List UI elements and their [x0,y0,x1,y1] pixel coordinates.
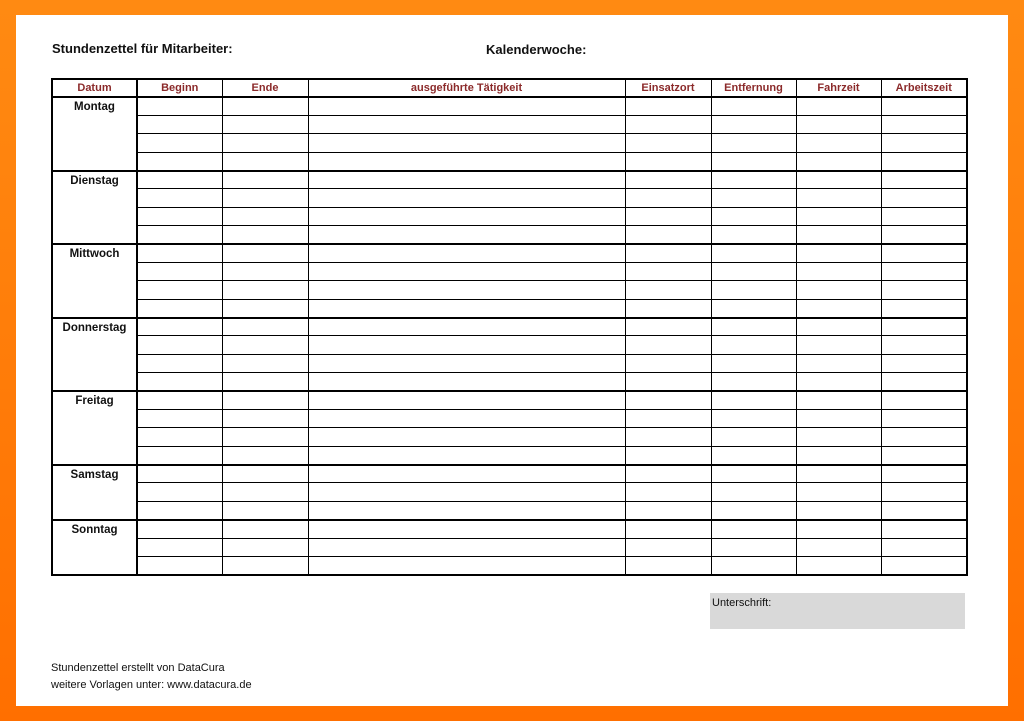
cell-fahrzeit[interactable] [796,446,881,464]
cell-fahrzeit[interactable] [796,115,881,133]
cell-einsatzort[interactable] [625,538,711,556]
cell-taetigkeit[interactable] [308,354,625,372]
cell-arbeitszeit[interactable] [881,189,967,207]
cell-einsatzort[interactable] [625,501,711,519]
cell-beginn[interactable] [137,318,222,336]
cell-einsatzort[interactable] [625,226,711,244]
table-row [52,373,967,391]
cell-taetigkeit[interactable] [308,391,625,409]
cell-beginn[interactable] [137,373,222,391]
cell-ende[interactable] [222,391,308,409]
cell-beginn[interactable] [137,354,222,372]
cell-fahrzeit[interactable] [796,428,881,446]
signature-field[interactable] [710,593,965,629]
table-row [52,391,967,409]
cell-entfernung[interactable] [711,354,796,372]
cell-taetigkeit[interactable] [308,336,625,354]
table-row [52,354,967,372]
cell-einsatzort[interactable] [625,556,711,575]
cell-fahrzeit[interactable] [796,97,881,115]
cell-entfernung[interactable] [711,152,796,170]
day-label-mittwoch: Mittwoch [52,244,137,318]
table-row [52,244,967,262]
cell-arbeitszeit[interactable] [881,244,967,262]
cell-taetigkeit[interactable] [308,171,625,189]
cell-einsatzort[interactable] [625,409,711,427]
cell-einsatzort[interactable] [625,391,711,409]
table-row [52,115,967,133]
cell-taetigkeit[interactable] [308,373,625,391]
cell-entfernung[interactable] [711,409,796,427]
cell-einsatzort[interactable] [625,134,711,152]
cell-ende[interactable] [222,483,308,501]
cell-fahrzeit[interactable] [796,318,881,336]
column-header-ende: Ende [222,79,308,97]
cell-beginn[interactable] [137,152,222,170]
cell-entfernung[interactable] [711,97,796,115]
cell-beginn[interactable] [137,281,222,299]
cell-entfernung[interactable] [711,171,796,189]
cell-beginn[interactable] [137,299,222,317]
cell-beginn[interactable] [137,189,222,207]
cell-ende[interactable] [222,171,308,189]
cell-fahrzeit[interactable] [796,556,881,575]
cell-taetigkeit[interactable] [308,318,625,336]
cell-arbeitszeit[interactable] [881,336,967,354]
cell-fahrzeit[interactable] [796,152,881,170]
cell-ende[interactable] [222,538,308,556]
table-row [52,409,967,427]
cell-ende[interactable] [222,281,308,299]
cell-taetigkeit[interactable] [308,446,625,464]
cell-einsatzort[interactable] [625,318,711,336]
cell-ende[interactable] [222,373,308,391]
cell-einsatzort[interactable] [625,446,711,464]
table-row [52,171,967,189]
cell-taetigkeit[interactable] [308,189,625,207]
day-label-montag: Montag [52,97,137,171]
cell-fahrzeit[interactable] [796,391,881,409]
cell-taetigkeit[interactable] [308,226,625,244]
table-row [52,336,967,354]
cell-taetigkeit[interactable] [308,465,625,483]
cell-arbeitszeit[interactable] [881,152,967,170]
cell-beginn[interactable] [137,501,222,519]
footer [51,660,252,694]
cell-einsatzort[interactable] [625,97,711,115]
timesheet-table [51,78,968,576]
cell-entfernung[interactable] [711,520,796,538]
cell-fahrzeit[interactable] [796,171,881,189]
cell-entfernung[interactable] [711,373,796,391]
table-row [52,226,967,244]
cell-entfernung[interactable] [711,318,796,336]
column-header-einsatzort: Einsatzort [625,79,711,97]
table-row [52,446,967,464]
cell-ende[interactable] [222,501,308,519]
cell-entfernung[interactable] [711,115,796,133]
cell-entfernung[interactable] [711,446,796,464]
cell-entfernung[interactable] [711,501,796,519]
calendar-week-title: Kalenderwoche: [486,42,587,57]
column-header-entfernung: Entfernung [711,79,796,97]
cell-einsatzort[interactable] [625,244,711,262]
cell-fahrzeit[interactable] [796,299,881,317]
table-header-row [52,79,967,97]
cell-fahrzeit[interactable] [796,373,881,391]
table-row [52,189,967,207]
footer-credit: Stundenzettel erstellt von DataCura [51,662,225,674]
cell-arbeitszeit[interactable] [881,483,967,501]
cell-ende[interactable] [222,115,308,133]
cell-einsatzort[interactable] [625,152,711,170]
cell-taetigkeit[interactable] [308,501,625,519]
cell-arbeitszeit[interactable] [881,207,967,225]
column-header-datum: Datum [52,79,137,97]
cell-ende[interactable] [222,354,308,372]
cell-beginn[interactable] [137,391,222,409]
cell-ende[interactable] [222,465,308,483]
cell-fahrzeit[interactable] [796,465,881,483]
cell-ende[interactable] [222,97,308,115]
table-row [52,465,967,483]
cell-entfernung[interactable] [711,207,796,225]
cell-einsatzort[interactable] [625,336,711,354]
table-row [52,207,967,225]
cell-fahrzeit[interactable] [796,281,881,299]
table-row [52,318,967,336]
cell-taetigkeit[interactable] [308,134,625,152]
cell-beginn[interactable] [137,115,222,133]
cell-ende[interactable] [222,152,308,170]
cell-beginn[interactable] [137,226,222,244]
cell-taetigkeit[interactable] [308,262,625,280]
table-body [52,97,967,575]
cell-arbeitszeit[interactable] [881,354,967,372]
cell-arbeitszeit[interactable] [881,465,967,483]
table-row [52,152,967,170]
cell-taetigkeit[interactable] [308,428,625,446]
cell-beginn[interactable] [137,134,222,152]
cell-beginn[interactable] [137,428,222,446]
cell-beginn[interactable] [137,97,222,115]
cell-einsatzort[interactable] [625,115,711,133]
day-label-samstag: Samstag [52,465,137,520]
table-row [52,520,967,538]
signature-label: Unterschrift: [712,597,772,609]
cell-ende[interactable] [222,244,308,262]
cell-einsatzort[interactable] [625,373,711,391]
cell-beginn[interactable] [137,538,222,556]
column-header-beginn: Beginn [137,79,222,97]
cell-entfernung[interactable] [711,428,796,446]
cell-beginn[interactable] [137,409,222,427]
cell-arbeitszeit[interactable] [881,226,967,244]
cell-einsatzort[interactable] [625,354,711,372]
cell-ende[interactable] [222,428,308,446]
cell-entfernung[interactable] [711,465,796,483]
cell-fahrzeit[interactable] [796,226,881,244]
cell-beginn[interactable] [137,244,222,262]
cell-ende[interactable] [222,189,308,207]
cell-arbeitszeit[interactable] [881,501,967,519]
cell-arbeitszeit[interactable] [881,446,967,464]
cell-einsatzort[interactable] [625,483,711,501]
column-header-arbeitszeit: Arbeitszeit [881,79,967,97]
cell-fahrzeit[interactable] [796,483,881,501]
cell-arbeitszeit[interactable] [881,538,967,556]
cell-fahrzeit[interactable] [796,134,881,152]
cell-entfernung[interactable] [711,189,796,207]
cell-ende[interactable] [222,262,308,280]
cell-arbeitszeit[interactable] [881,556,967,575]
cell-beginn[interactable] [137,446,222,464]
cell-taetigkeit[interactable] [308,281,625,299]
cell-ende[interactable] [222,409,308,427]
cell-fahrzeit[interactable] [796,409,881,427]
cell-fahrzeit[interactable] [796,354,881,372]
cell-ende[interactable] [222,520,308,538]
cell-fahrzeit[interactable] [796,336,881,354]
cell-arbeitszeit[interactable] [881,134,967,152]
cell-entfernung[interactable] [711,244,796,262]
table-row [52,538,967,556]
table-row [52,501,967,519]
timesheet-page [16,15,1008,706]
column-header-fahrzeit: Fahrzeit [796,79,881,97]
cell-arbeitszeit[interactable] [881,428,967,446]
table-row [52,556,967,575]
table-row [52,281,967,299]
table-row [52,97,967,115]
cell-arbeitszeit[interactable] [881,171,967,189]
cell-arbeitszeit[interactable] [881,373,967,391]
cell-beginn[interactable] [137,483,222,501]
cell-entfernung[interactable] [711,299,796,317]
employee-title: Stundenzettel für Mitarbeiter: [52,41,233,56]
cell-entfernung[interactable] [711,483,796,501]
day-label-dienstag: Dienstag [52,171,137,245]
cell-einsatzort[interactable] [625,520,711,538]
cell-beginn[interactable] [137,262,222,280]
cell-ende[interactable] [222,336,308,354]
cell-entfernung[interactable] [711,556,796,575]
cell-taetigkeit[interactable] [308,97,625,115]
cell-arbeitszeit[interactable] [881,318,967,336]
cell-arbeitszeit[interactable] [881,299,967,317]
cell-arbeitszeit[interactable] [881,391,967,409]
cell-taetigkeit[interactable] [308,244,625,262]
cell-arbeitszeit[interactable] [881,409,967,427]
cell-einsatzort[interactable] [625,189,711,207]
cell-einsatzort[interactable] [625,281,711,299]
cell-beginn[interactable] [137,207,222,225]
cell-taetigkeit[interactable] [308,409,625,427]
cell-arbeitszeit[interactable] [881,262,967,280]
cell-ende[interactable] [222,207,308,225]
cell-entfernung[interactable] [711,262,796,280]
cell-einsatzort[interactable] [625,299,711,317]
column-header-taetigkeit: ausgeführte Tätigkeit [308,79,625,97]
cell-arbeitszeit[interactable] [881,115,967,133]
cell-taetigkeit[interactable] [308,538,625,556]
cell-einsatzort[interactable] [625,428,711,446]
day-label-donnerstag: Donnerstag [52,318,137,392]
cell-taetigkeit[interactable] [308,115,625,133]
cell-einsatzort[interactable] [625,171,711,189]
cell-entfernung[interactable] [711,538,796,556]
cell-beginn[interactable] [137,465,222,483]
cell-ende[interactable] [222,556,308,575]
cell-fahrzeit[interactable] [796,262,881,280]
cell-einsatzort[interactable] [625,465,711,483]
cell-ende[interactable] [222,318,308,336]
cell-fahrzeit[interactable] [796,189,881,207]
cell-ende[interactable] [222,134,308,152]
cell-einsatzort[interactable] [625,207,711,225]
day-label-freitag: Freitag [52,391,137,465]
cell-ende[interactable] [222,299,308,317]
cell-taetigkeit[interactable] [308,299,625,317]
cell-taetigkeit[interactable] [308,483,625,501]
cell-taetigkeit[interactable] [308,207,625,225]
cell-entfernung[interactable] [711,226,796,244]
table-row [52,262,967,280]
cell-beginn[interactable] [137,171,222,189]
cell-taetigkeit[interactable] [308,520,625,538]
table-row [52,134,967,152]
cell-arbeitszeit[interactable] [881,520,967,538]
cell-entfernung[interactable] [711,134,796,152]
cell-fahrzeit[interactable] [796,538,881,556]
table-row [52,299,967,317]
cell-taetigkeit[interactable] [308,152,625,170]
cell-fahrzeit[interactable] [796,207,881,225]
cell-beginn[interactable] [137,520,222,538]
cell-arbeitszeit[interactable] [881,281,967,299]
cell-ende[interactable] [222,226,308,244]
table-row [52,483,967,501]
cell-beginn[interactable] [137,336,222,354]
footer-link: weitere Vorlagen unter: www.datacura.de [51,679,252,691]
cell-arbeitszeit[interactable] [881,97,967,115]
day-label-sonntag: Sonntag [52,520,137,575]
cell-entfernung[interactable] [711,281,796,299]
cell-ende[interactable] [222,446,308,464]
cell-taetigkeit[interactable] [308,556,625,575]
cell-entfernung[interactable] [711,391,796,409]
cell-beginn[interactable] [137,556,222,575]
cell-fahrzeit[interactable] [796,501,881,519]
cell-einsatzort[interactable] [625,262,711,280]
table-row [52,428,967,446]
cell-fahrzeit[interactable] [796,244,881,262]
cell-entfernung[interactable] [711,336,796,354]
cell-fahrzeit[interactable] [796,520,881,538]
